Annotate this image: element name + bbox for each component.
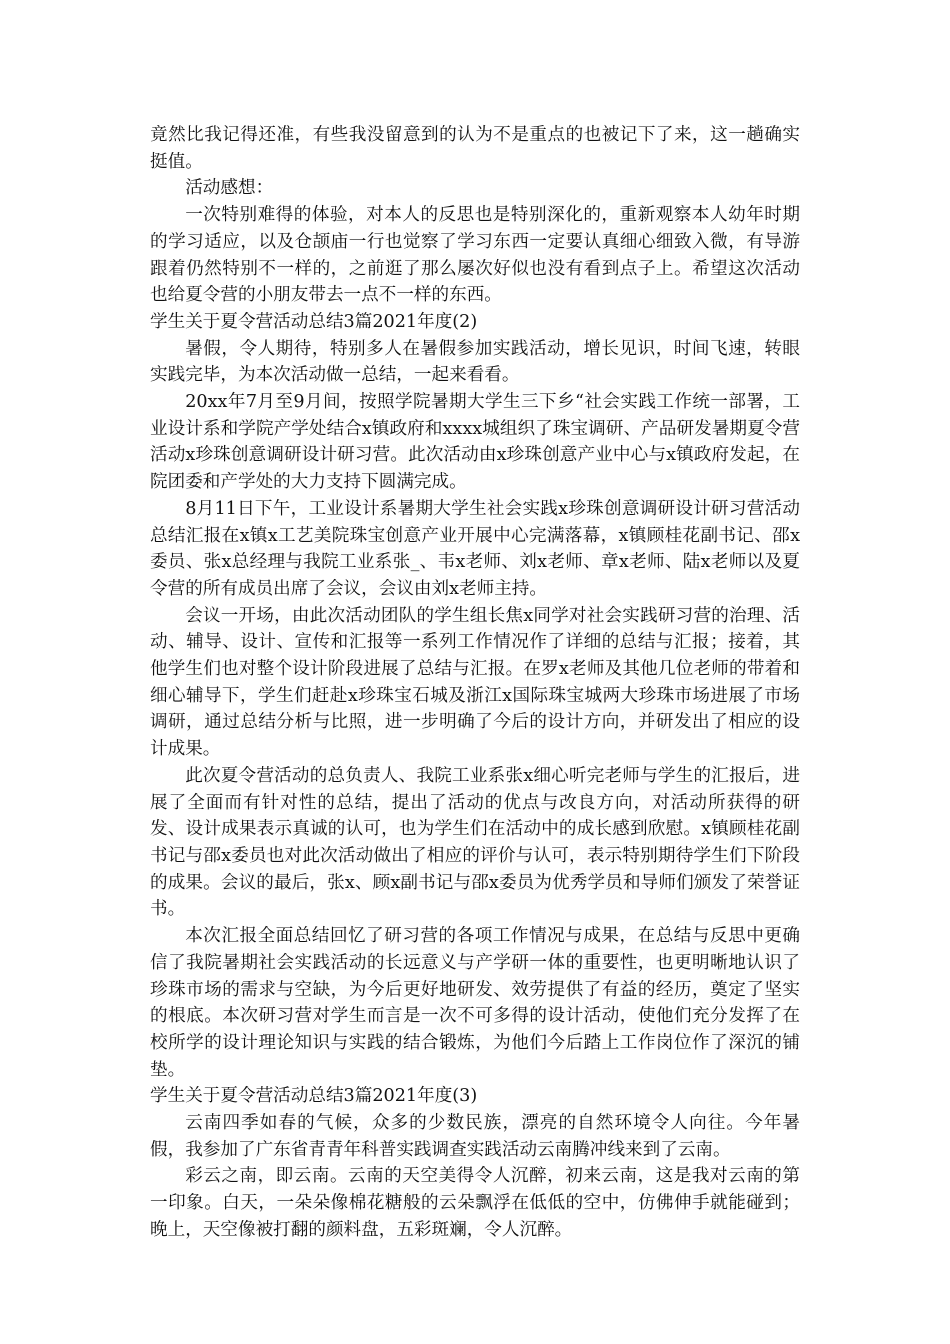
paragraph: 一次特别难得的体验，对本人的反思也是特别深化的，重新观察本人幼年时期的学习适应，以及仓颉庙一行也觉察了学习东西一定要认真细心细致入微，有导游跟着仍然特别不一样的，之前逛了那么屡次好似也没有看到点子上。希望这次活动也给夏令营的小朋友带去一点不一样的东西。: [150, 205, 800, 306]
paragraph: 此次夏令营活动的总负责人、我院工业系张x细心听完老师与学生的汇报后，进展了全面而有针对性的总结，提出了活动的优点与改良方向，对活动所获得的研发、设计成果表示真诚的认可，也为学生们在活动中的成长感到欣慰。x镇顾桂花副书记与邵x委员也对此次活动做出了相应的评价与认可，表示特别期待学生们下阶段的成果。会议的最后，张x、顾x副书记与邵x委员为优秀学员和导师们颁发了荣誉证书。: [150, 765, 800, 920]
paragraph: 会议一开场，由此次活动团队的学生组长焦x同学对社会实践研习营的治理、活动、辅导、设计、宣传和汇报等一系列工作情况作了详细的总结与汇报；接着，其他学生们也对整个设计阶段进展了总结与汇报。在罗x老师及其他几位老师的带着和细心辅导下，学生们赶赴x珍珠宝石城及浙江x国际珠宝城两大珍珠市场进展了市场调研，通过总结分析与比照，进一步明确了今后的设计方向，并研发出了相应的设计成果。: [150, 605, 800, 760]
paragraph: 8月11日下午，工业设计系暑期大学生社会实践x珍珠创意调研设计研习营活动总结汇报在x镇x工艺美院珠宝创意产业开展中心完满落幕，x镇顾桂花副书记、邵x委员、张x总经理与我院工业系张_、韦x老师、刘x老师、章x老师、陆x老师以及夏令营的所有成员出席了会议，会议由刘x老师主持。: [150, 498, 800, 599]
paragraph: 20xx年7月至9月间，按照学院暑期大学生三下乡“社会实践工作统一部署，工业设计系和学院产学处结合x镇政府和xxxx城组织了珠宝调研、产品研发暑期夏令营活动x珍珠创意调研设计研习营。此次活动由x珍珠创意产业中心与x镇政府发起，在院团委和产学处的大力支持下圆满完成。: [150, 392, 800, 493]
paragraph: 云南四季如春的气候，众多的少数民族，漂亮的自然环境令人向往。今年暑假，我参加了广东省青青年科普实践调查实践活动云南腾冲线来到了云南。: [150, 1113, 800, 1160]
document-body: [150, 122, 800, 1244]
section-heading: 学生关于夏令营活动总结3篇2021年度(3): [150, 1086, 478, 1107]
paragraph: 竟然比我记得还准，有些我没留意到的认为不是重点的也被记下了来，这一趟确实挺值。: [150, 125, 800, 172]
section-heading: 学生关于夏令营活动总结3篇2021年度(2): [150, 311, 478, 332]
paragraph: 本次汇报全面总结回忆了研习营的各项工作情况与成果，在总结与反思中更确信了我院暑期社会实践活动的长远意义与产学研一体的重要性，也更明晰地认识了珍珠市场的需求与空缺，为今后更好地研发、效劳提供了有益的经历，奠定了坚实的根底。本次研习营对学生而言是一次不可多得的设计活动，使他们充分发挥了在校所学的设计理论知识与实践的结合锻炼，为他们今后踏上工作岗位作了深沉的铺垫。: [150, 926, 800, 1080]
section-label: 活动感想：: [185, 178, 274, 199]
paragraph: 暑假，令人期待，特别多人在暑假参加实践活动，增长见识，时间飞速，转眼实践完毕，为本次活动做一总结，一起来看看。: [150, 338, 800, 386]
paragraph: 彩云之南，即云南。云南的天空美得令人沉醉，初来云南，这是我对云南的第一印象。白天，一朵朵像棉花糖般的云朵飘浮在低低的空中，仿佛伸手就能碰到；晚上，天空像被打翻的颜料盘，五彩斑斓，令人沉醉。: [150, 1166, 800, 1240]
